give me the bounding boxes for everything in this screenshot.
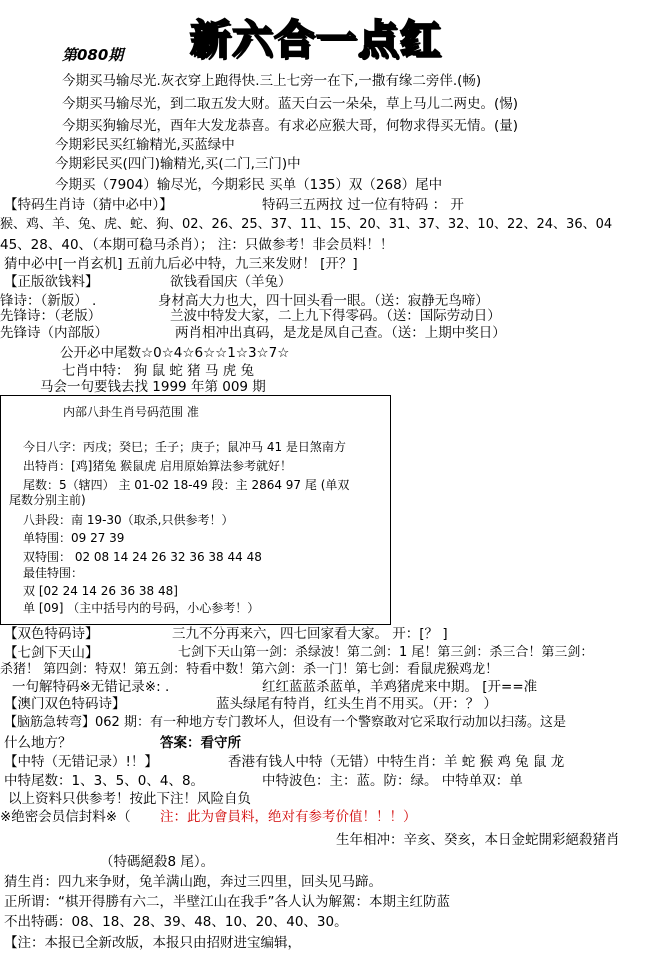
box-line: 双特围： 02 08 14 24 26 32 36 38 44 48 <box>23 550 262 564</box>
text-line: 兰波中特发大家，二上九下得零码。（送：国际劳动日） <box>170 308 501 324</box>
box-line: 尾数分别主前) <box>9 493 86 507</box>
section-heading: 【双色特码诗】 <box>4 626 99 642</box>
text-line: 公开必中尾数☆0☆4☆6☆☆1☆3☆7☆ <box>60 345 290 361</box>
text-line: 一句解特码※无错记录※: . <box>12 679 170 695</box>
box-line: 最佳特围： <box>23 566 84 580</box>
text-line: 特码三五两抆 过一位有特码 ： 开 <box>262 197 464 213</box>
text-line: 【脑筋急转弯】062 期：有一种地方专门教坏人，但设有一个警察敢对它采取行动加以扫荡。这是 <box>4 715 566 730</box>
text-line: 香港有钱人中特（无错）中特生肖：羊 蛇 猴 鸡 兔 鼠 龙 <box>228 754 565 770</box>
box-line: 八卦段：南 19-30（取杀,只供参考！） <box>23 513 234 527</box>
box-line: 尾数：5（辖四） 主 01-02 18-49 段：主 2864 97 尾 (单双 <box>23 478 350 492</box>
text-line: 红红蓝蓝杀蓝单，羊鸡猪虎来中期。 [开==准 <box>262 679 538 695</box>
text-line: 蓝头绿尾有特肖，红头生肖不用买。（开：？ ） <box>216 696 498 712</box>
text-line: 锋诗：（新版） . <box>0 293 97 309</box>
text-line: 七肖中特： 狗 鼠 蛇 猪 马 虎 兔 <box>62 363 255 379</box>
box-line: 单 [09] （主中括号内的号码，小心参考！） <box>23 601 260 615</box>
text-line: 杀猪！ 第四剑：特双！第五剑：特看中数！第六剑：杀一门！第七剑：看鼠虎猴鸡龙！ <box>0 662 499 677</box>
text-line: ※绝密会员信封料※（ <box>0 809 131 825</box>
section-heading: 【中特（无错记录）!！】 <box>4 754 158 770</box>
section-heading: 【澳门双色特码诗】 <box>4 696 126 712</box>
text-line: 中特尾数：1、3、5、0、4、8。 <box>4 773 205 789</box>
text-line: 什么地方？ <box>4 735 72 751</box>
text-line: 猜生肖：四九来争财，兔羊满山跑，奔过三四里，回头见马蹄。 <box>4 874 382 890</box>
text-line: 猴、鸡、羊、兔、虎、蛇、狗、02、26、25、37、11、15、20、31、37、32、10、22、24、36、04 <box>0 217 613 232</box>
text-line: 身材高大力也大，四十回头看一眼。（送：寂静无鸟啼） <box>158 293 489 309</box>
text-line: 猜中必中[一肖玄机] 五前九后必中特，九三来发财！ [开？] <box>4 256 358 272</box>
text-line: 不出特碼：08、18、28、39、48、10、20、40、30。 <box>4 914 348 930</box>
text-line: 生年相冲：辛亥、癸亥，本日金蛇開彩絕殺猪肖 <box>336 832 620 848</box>
text-line: 中特波色：主：蓝。防：绿。 中特单双：单 <box>262 773 523 789</box>
text-line: 两肖相冲出真码，是龙是凤自己查。（送：上期中奖日） <box>175 325 506 341</box>
box-line: 单特围：09 27 39 <box>23 531 125 545</box>
section-heading: 【正版欲钱料】 <box>4 274 99 290</box>
text-line: 以上资料只供参考！按此下注！风险自负 <box>8 791 251 807</box>
text-line: 先锋诗（内部版） <box>0 325 108 341</box>
warning-text: 注：此为會員料，绝对有参考价值！！！） <box>160 809 417 825</box>
text-line: 三九不分再来六，四七回家看大家。 开：[？ ] <box>172 626 448 642</box>
text-line: 今期买马输尽光，到二取五发大财。蓝天白云一朵朵，草上马儿二两史。(惕) <box>62 96 519 112</box>
section-heading: 【七剑下天山】 <box>4 645 99 661</box>
box-line: 双 [02 24 14 26 36 38 48] <box>23 584 178 598</box>
answer-text: 答案：看守所 <box>160 735 241 751</box>
box-line: 出特肖：[鸡]猪兔 猴鼠虎 启用原始算法参考就好！ <box>23 459 292 473</box>
box-heading: 内部八卦生肖号码范围 准 <box>63 405 199 419</box>
page-title: 新六合一点红 <box>190 16 442 63</box>
issue-number: 第080期 <box>62 46 124 64</box>
text-line: （特碼絕殺8 尾）。 <box>100 854 215 870</box>
text-line: 今期买马输尽光.灰衣穿上跑得快.三上七旁一在下,一撒有缘二旁伴.(畅) <box>62 73 482 89</box>
text-line: 欲钱看国庆（羊兔） <box>170 274 292 290</box>
text-line: 今期彩民买红输精光,买蓝绿中 <box>55 137 235 153</box>
bagua-box <box>0 395 391 625</box>
text-line: 先锋诗：（老版） <box>0 308 102 324</box>
text-line: 正所谓：“棋开得勝有六二，半壁江山在我手”各人认为解駕：本期主红防蓝 <box>4 894 450 910</box>
text-line: 今期买（7904）输尽光，今期彩民 买单（135）双（268）尾中 <box>55 177 443 193</box>
text-line: 【注：本报已全新改版，本报只由招财进宝编辑， <box>4 935 301 951</box>
text-line: 今期彩民买(四门)输精光,买(二门,三门)中 <box>55 156 301 172</box>
text-line: 45、28、40、（本期可稳马杀肖）； 注：只做参考！非会员料！！ <box>0 237 394 253</box>
text-line: 今期买狗输尽光，酉年大发龙恭喜。有求必应猴大哥，何物求得买无情。(量) <box>62 118 519 134</box>
text-line: 马会一句要钱去找 1999 年第 009 期 <box>40 379 266 395</box>
text-line: 七剑下天山第一剑：杀绿波！第二剑：1 尾！第三剑：杀三合！第三剑： <box>178 645 594 660</box>
box-line: 今日八字：丙戌；癸巳；壬子；庚子；鼠冲马 41 是日煞南方 <box>23 440 346 454</box>
section-heading: 【特码生肖诗（猜中必中）】 <box>4 197 173 213</box>
